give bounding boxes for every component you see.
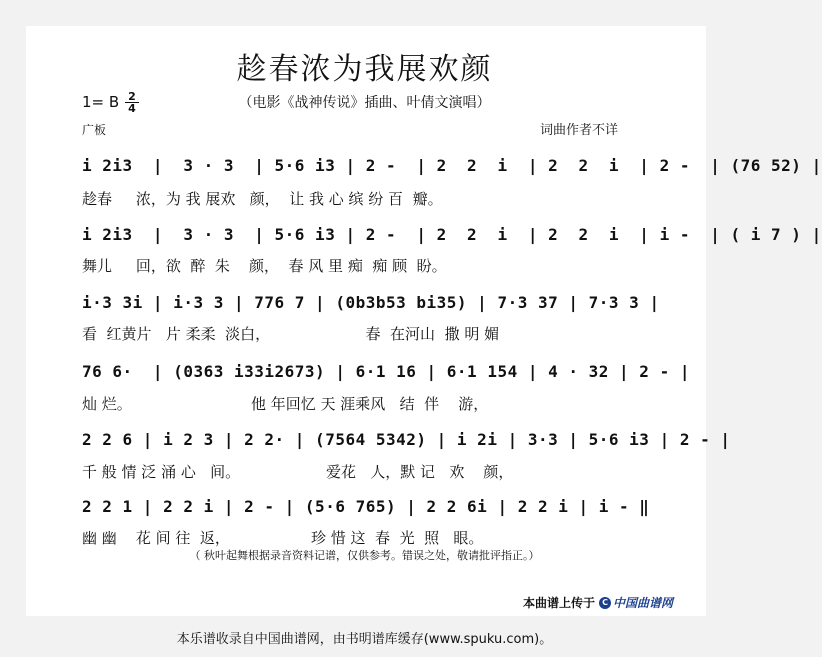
tempo-marking: 广板 <box>82 123 107 137</box>
meter-bottom: 4 <box>128 102 136 115</box>
logo-text: 中国曲谱网 <box>613 596 674 610</box>
logo-icon: C <box>599 597 611 609</box>
key-signature: 1= B <box>82 93 120 111</box>
lyrics-row-3: 看 红黄片 片 柔柔 淡白， 春 在河山 撒 明 媚 <box>82 325 500 343</box>
notation-row-2: i 2i3 | 3 · 3 | 5·6 i3 | 2 - | 2 2 i | 2 2 i | i - | ( i 7 ) | <box>82 225 822 244</box>
lyrics-row-1: 趁春 浓，为 我 展欢 颜， 让 我 心 缤 纷 百 瓣。 <box>82 190 443 208</box>
lyrics-row-4: 灿 烂。 他 年回忆 天 涯乘风 结 伴 游， <box>82 395 489 413</box>
upload-credit <box>523 594 673 611</box>
notation-row-1: i 2i3 | 3 · 3 | 5·6 i3 | 2 - | 2 2 i | 2 2 i | 2 - | (76 52) | <box>82 156 822 175</box>
notation-row-3: i·3 3i | i·3 3 | 776 7 | (0b3b53 bi35) | 7·3 37 | 7·3 3 | <box>82 293 660 312</box>
lyrics-row-2: 舞儿 回，欲 醉 朱 颜， 春 风 里 痴 痴 顾 盼。 <box>82 257 447 275</box>
meter-top: 2 <box>125 91 139 103</box>
notation-row-6: 2 2 1 | 2 2 i | 2 - | (5·6 765) | 2 2 6i | 2 2 i | i - ‖ <box>82 497 650 516</box>
author-credit: 词曲作者不详 <box>540 123 619 138</box>
notation-row-4: 76 6· | (0363 i33i2673) | 6·1 16 | 6·1 154 | 4 · 32 | 2 - | <box>82 362 690 381</box>
time-signature <box>125 91 139 114</box>
song-subtitle: （电影《战神传说》插曲、叶倩文演唱） <box>238 95 491 111</box>
footer-text: 本乐谱收录自中国曲谱网，由书明谱库缓存(www.spuku.com)。 <box>176 632 553 647</box>
notation-row-5: 2 2 6 | i 2 3 | 2 2· | (7564 5342) | i 2i | 3·3 | 5·6 i3 | 2 - | <box>82 430 731 449</box>
lyrics-row-6: 幽 幽 花 间 往 返， 珍 惜 这 春 光 照 眼。 <box>82 529 484 547</box>
transcription-note: （ 秋叶起舞根据录音资料记谱，仅供参考。错误之处，敬请批评指正。） <box>189 549 540 562</box>
song-title: 趁春浓为我展欢颜 <box>236 52 493 87</box>
upload-label: 本曲谱上传于 <box>523 596 596 610</box>
site-logo[interactable] <box>599 594 673 611</box>
lyrics-row-5: 千 般 情 泛 涌 心 间。 爱花 人，默 记 欢 颜， <box>82 463 514 481</box>
